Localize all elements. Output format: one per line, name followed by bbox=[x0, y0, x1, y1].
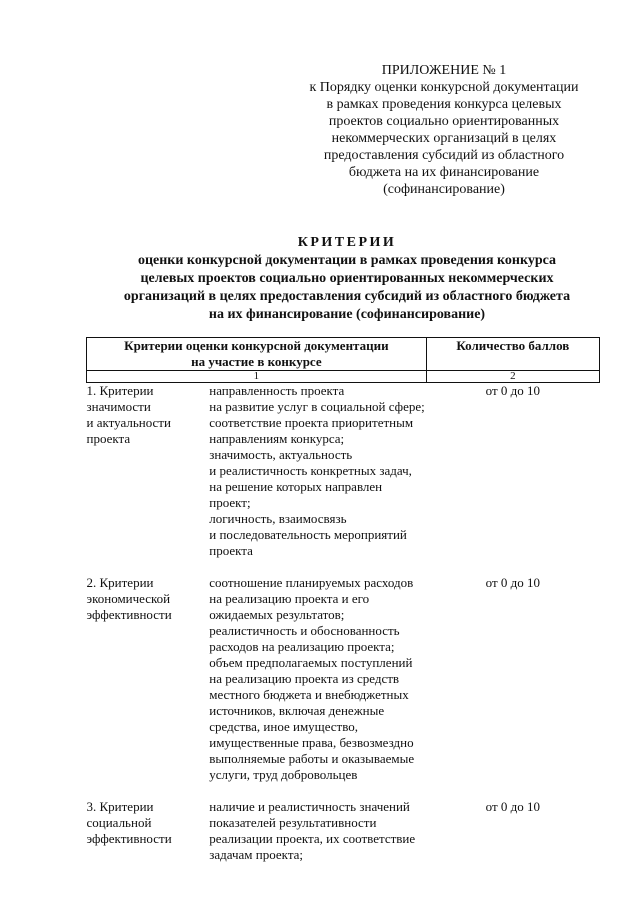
criterion-desc-line: на реализацию проекта из средств bbox=[209, 671, 400, 686]
title-line: оценки конкурсной документации в рамках проведения конкурса bbox=[137, 253, 557, 268]
criterion-name-line: 2. Критерии bbox=[86, 575, 154, 590]
column-number-1: 1 bbox=[87, 371, 427, 383]
header-criteria bbox=[87, 338, 427, 371]
table-row bbox=[87, 799, 600, 863]
appendix-line: ПРИЛОЖЕНИЕ № 1 bbox=[381, 63, 507, 78]
criterion-name-line: экономической bbox=[86, 591, 171, 606]
appendix-block bbox=[298, 62, 590, 198]
criterion-desc-line: проект; bbox=[209, 495, 251, 510]
criterion-desc-line: на реализацию проекта и его bbox=[209, 591, 370, 606]
criterion-score: от 0 до 10 bbox=[485, 575, 541, 590]
criterion-name-line: эффективности bbox=[86, 831, 172, 846]
criteria-table bbox=[86, 337, 600, 863]
criterion-desc-line: наличие и реалистичность значений bbox=[209, 799, 410, 814]
title-line: целевых проектов социально ориентированных некоммерческих bbox=[140, 271, 554, 286]
criterion-score: от 0 до 10 bbox=[485, 383, 541, 398]
criterion-description bbox=[209, 575, 426, 783]
appendix-line: некоммерческих организаций в целях bbox=[331, 131, 557, 146]
header-score: Количество баллов bbox=[426, 338, 599, 371]
column-number-row bbox=[87, 371, 600, 383]
criterion-description bbox=[209, 799, 426, 863]
criterion-name-line: проекта bbox=[86, 431, 131, 446]
criterion-desc-line: соотношение планируемых расходов bbox=[209, 575, 414, 590]
criterion-desc-line: логичность, взаимосвязь bbox=[209, 511, 347, 526]
criterion-name-line: 1. Критерии bbox=[86, 383, 154, 398]
criterion-name-line: и актуальности bbox=[86, 415, 171, 430]
criterion-desc-line: на решение которых направлен bbox=[209, 479, 383, 494]
criterion-desc-line: соответствие проекта приоритетным bbox=[209, 415, 414, 430]
criterion-name bbox=[87, 799, 210, 863]
criterion-desc-line: направлениям конкурса; bbox=[209, 431, 345, 446]
title-line: на их финансирование (софинансирование) bbox=[208, 307, 486, 322]
criterion-desc-line: имущественные права, безвозмездно bbox=[209, 735, 414, 750]
row-spacer bbox=[87, 559, 600, 575]
criterion-name-line: эффективности bbox=[86, 607, 172, 622]
appendix-line: к Порядку оценки конкурсной документации bbox=[309, 80, 579, 95]
criterion-desc-line: направленность проекта bbox=[209, 383, 345, 398]
header-criteria-line: Критерии оценки конкурсной документации bbox=[124, 338, 389, 353]
criterion-desc-line: задачам проекта; bbox=[209, 847, 304, 862]
criterion-desc-line: источников, включая денежные bbox=[209, 703, 385, 718]
criterion-name bbox=[87, 383, 210, 560]
document-title bbox=[86, 234, 608, 324]
criterion-description bbox=[209, 383, 426, 560]
criterion-desc-line: расходов на реализацию проекта; bbox=[209, 639, 395, 654]
table-header-row bbox=[87, 338, 600, 371]
row-spacer bbox=[87, 783, 600, 799]
criterion-desc-line: на развитие услуг в социальной сфере; bbox=[209, 399, 425, 414]
criterion-desc-line: ожидаемых результатов; bbox=[209, 607, 345, 622]
criterion-desc-line: услуги, труд добровольцев bbox=[209, 767, 358, 782]
criterion-desc-line: местного бюджета и внебюджетных bbox=[209, 687, 409, 702]
criterion-name-line: значимости bbox=[86, 399, 151, 414]
criterion-name-line: 3. Критерии bbox=[86, 799, 154, 814]
criterion-desc-line: объем предполагаемых поступлений bbox=[209, 655, 413, 670]
appendix-line: предоставления субсидий из областного bbox=[323, 148, 565, 163]
criterion-desc-line: и реалистичность конкретных задач, bbox=[209, 463, 412, 478]
criterion-score: от 0 до 10 bbox=[485, 799, 541, 814]
criterion-name-line: социальной bbox=[86, 815, 152, 830]
appendix-line: бюджета на их финансирование bbox=[348, 165, 540, 180]
appendix-line: (софинансирование) bbox=[383, 182, 505, 197]
table-row bbox=[87, 383, 600, 560]
title-heading: КРИТЕРИИ bbox=[297, 235, 397, 250]
appendix-line: в рамках проведения конкурса целевых bbox=[326, 97, 562, 112]
criterion-desc-line: средства, иное имущество, bbox=[209, 719, 359, 734]
criterion-desc-line: значимость, актуальность bbox=[209, 447, 353, 462]
criterion-desc-line: показателей результативности bbox=[209, 815, 377, 830]
criterion-desc-line: выполняемые работы и оказываемые bbox=[209, 751, 415, 766]
criterion-desc-line: и последовательность мероприятий bbox=[209, 527, 407, 542]
appendix-line: проектов социально ориентированных bbox=[328, 114, 560, 129]
criterion-desc-line: проекта bbox=[209, 543, 253, 558]
table-row bbox=[87, 575, 600, 783]
criterion-desc-line: реализации проекта, их соответствие bbox=[209, 831, 416, 846]
title-line: организаций в целях предоставления субсидий из областного бюджета bbox=[123, 289, 571, 304]
criterion-desc-line: реалистичность и обоснованность bbox=[209, 623, 400, 638]
column-number-2: 2 bbox=[426, 371, 599, 383]
criterion-name bbox=[87, 575, 210, 783]
header-criteria-line: на участие в конкурсе bbox=[191, 354, 322, 369]
